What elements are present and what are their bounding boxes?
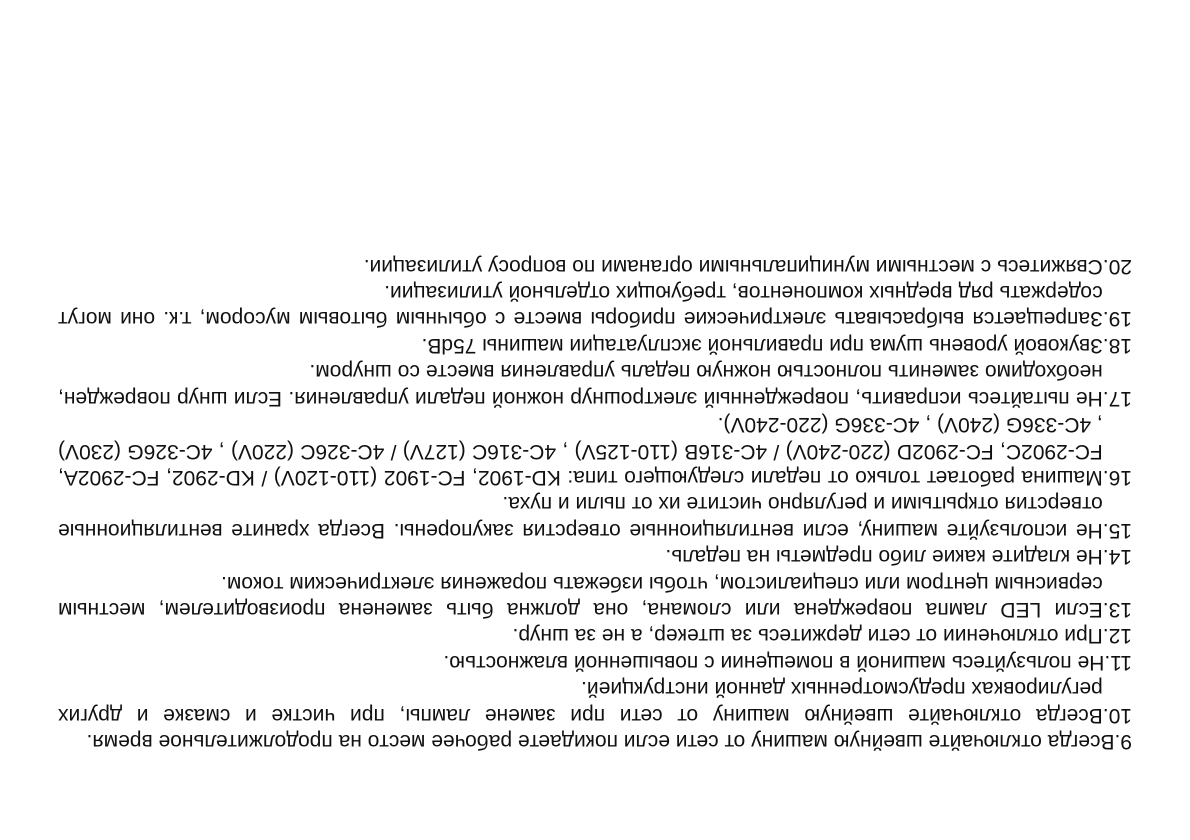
instruction-number: 18. <box>1102 333 1132 357</box>
instruction-item-18 <box>58 332 1132 358</box>
instruction-text: Не пользуйтесь машиной в помещении с повышенной влажностью. <box>443 650 1105 674</box>
instruction-item-17 <box>58 358 1132 411</box>
instruction-item-14 <box>58 543 1132 569</box>
instruction-text: Всегда отключайте швейную машину от сети если покидаете рабочее место на продолжительное время. <box>86 730 1115 753</box>
instruction-text: Запрещается выбрасывать электрические приборы вместе с обычным бытовым мусором, т.к. они могут содержать ряд вредных компонентов, требующих отдельной утилизации. <box>58 281 1103 331</box>
instruction-item-12 <box>58 622 1132 648</box>
instruction-item-15 <box>58 490 1132 543</box>
instruction-number: 10. <box>1102 703 1132 727</box>
instruction-number: 20. <box>1102 254 1132 278</box>
instruction-list <box>58 252 1132 754</box>
instruction-number: 9. <box>1114 730 1132 753</box>
instruction-text: Если LED лампа повреждена или сломана, она должна быть заменена производителем, местным сервисным центром или специалистом, чтобы избежать поражения электрическим током. <box>58 571 1103 621</box>
instruction-item-16 <box>58 411 1132 490</box>
instruction-text: Машина работает только от педали следующего типа: KD-1902, FC-1902 (110-120V) / KD-2902, FC-2902A, FC-2902C, FC-2902D (220-240V) / 4C-316B (110-125V) , 4C-316C (127V) / 4C-326C (220V) , 4C-326G (230V) , 4C-336G (240V) , 4C-336G (220-240V). <box>58 413 1103 489</box>
instruction-number: 12. <box>1102 624 1132 648</box>
instruction-text: Не используйте машину, если вентиляционные отверстия закупорены. Всегда храните вентиляционные отверстия открытыми и регулярно чистите их от пыли и пуха. <box>58 492 1103 542</box>
instruction-item-11 <box>58 648 1132 674</box>
instruction-text: Не кладите какие либо предметы на педаль. <box>665 545 1103 569</box>
instruction-number: 11. <box>1104 650 1132 674</box>
instruction-item-10 <box>58 675 1132 728</box>
instruction-item-9 <box>58 728 1132 754</box>
instruction-number: 17. <box>1102 386 1132 410</box>
instruction-text: Не пытайтесь исправить, поврежденный электрошнур ножной педали управления. Если шнур поврежден, необходимо заменить полностью ножную педаль управления вместе со шнуром. <box>58 360 1103 410</box>
instruction-item-13 <box>58 569 1132 622</box>
instruction-item-20 <box>58 252 1132 278</box>
instruction-item-19 <box>58 279 1132 332</box>
instruction-text: Звуковой уровень шума при правильной эксплуатации машины 75dB. <box>421 333 1103 357</box>
instruction-text: При отключении от сети держитесь за штекер, а не за шнур. <box>512 624 1103 648</box>
instruction-text: Всегда отключайте швейную машину от сети при замене лампы, при чистке и смазке и других регулировках предусмотренных данной инструкцией. <box>58 677 1103 727</box>
instruction-text: Свяжитесь с местными муниципальными органами по вопросу утилизации. <box>363 254 1103 278</box>
instruction-number: 16. <box>1102 465 1132 489</box>
instruction-number: 14. <box>1102 545 1132 569</box>
instruction-number: 13. <box>1102 597 1132 621</box>
instruction-number: 19. <box>1102 307 1132 331</box>
instruction-number: 15. <box>1102 518 1132 542</box>
